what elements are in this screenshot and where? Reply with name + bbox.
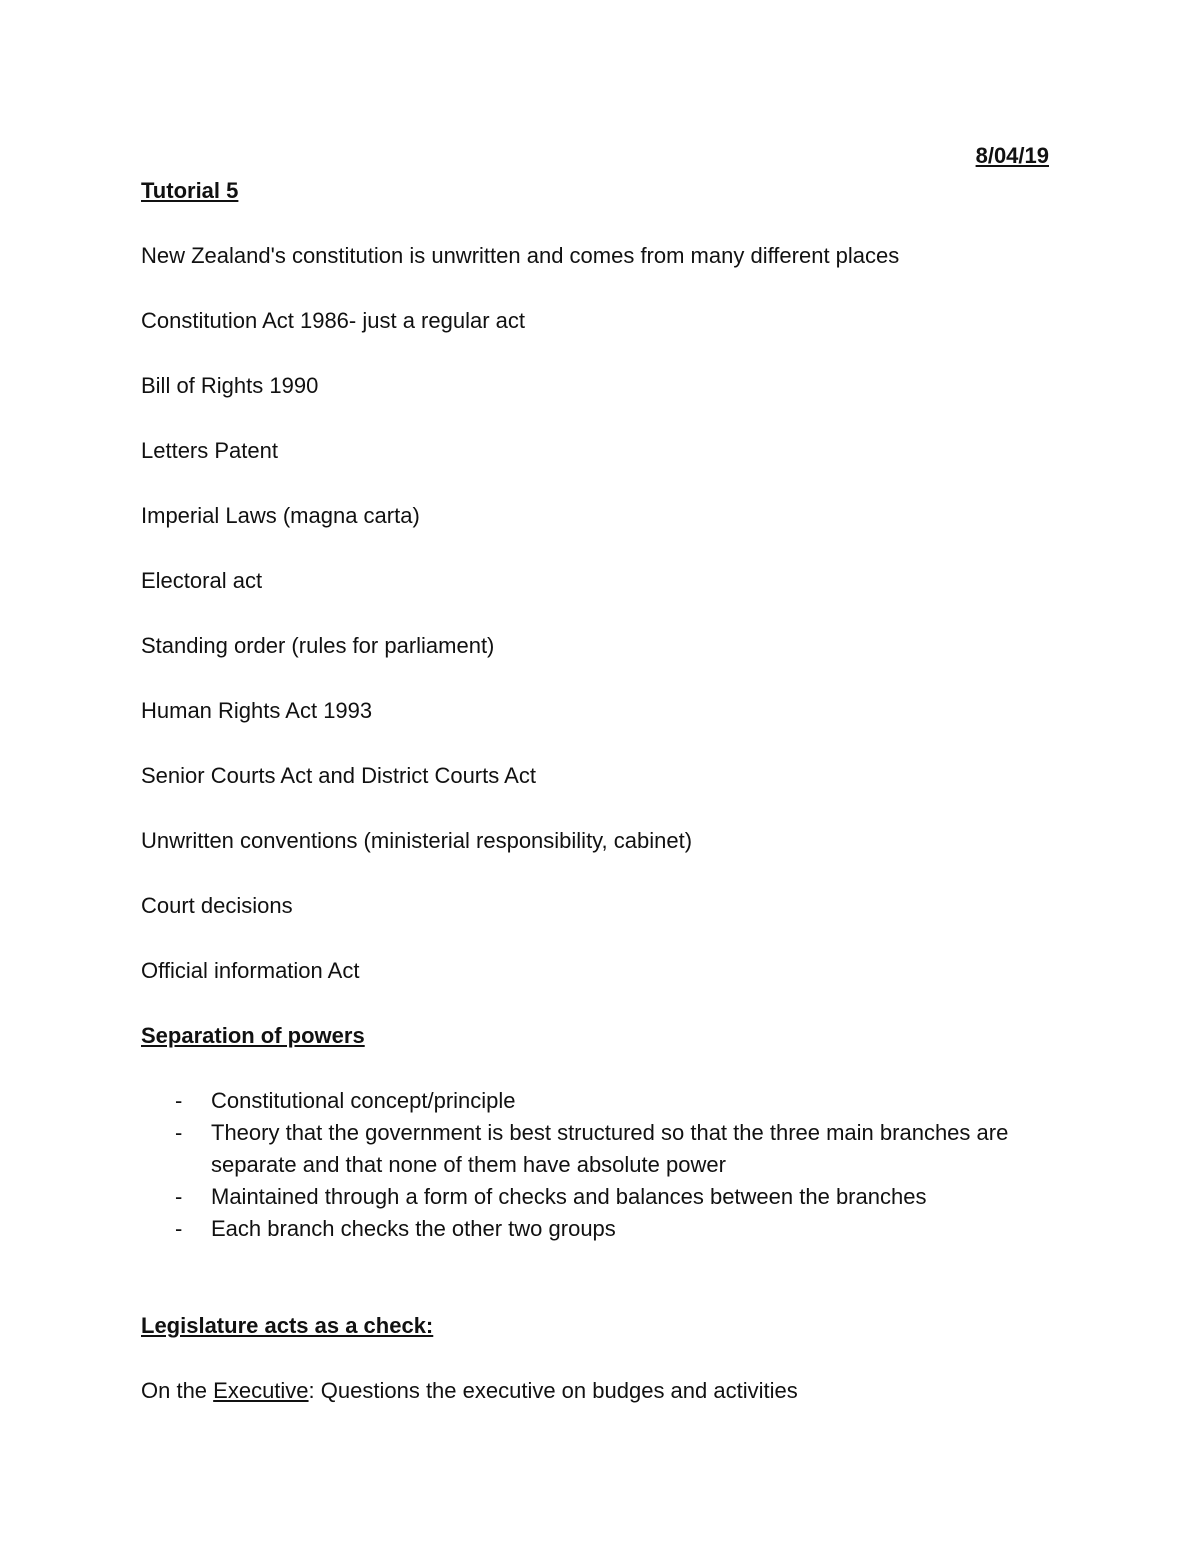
source-item: Official information Act [141,958,360,983]
source-item: Bill of Rights 1990 [141,373,319,398]
document-date: 8/04/19 [975,143,1049,168]
source-item: Constitution Act 1986- just a regular act [141,308,525,333]
source-item: Imperial Laws (magna carta) [141,503,420,528]
executive-term: Executive [213,1378,309,1403]
source-item: Electoral act [141,568,263,593]
source-item: Unwritten conventions (ministerial responsibility, cabinet) [141,828,693,853]
source-item: Standing order (rules for parliament) [141,633,495,658]
list-item [141,1117,1051,1181]
dash-bullet: - [175,1120,183,1145]
list-item-text: Constitutional concept/principle [211,1088,516,1113]
separation-heading: Separation of powers [141,1023,365,1048]
constitution-sources-list [141,305,1051,987]
document-body [141,175,1051,1407]
list-item-text: Maintained through a form of checks and balances between the branches [211,1184,927,1209]
document-title: Tutorial 5 [141,178,239,203]
list-item [141,1213,1051,1245]
legislature-line [141,1375,1051,1407]
source-item: Human Rights Act 1993 [141,698,373,723]
list-item [141,1181,1051,1213]
separation-bullet-list [141,1085,1051,1245]
list-item [141,1085,1051,1117]
source-item: Letters Patent [141,438,278,463]
source-item: Senior Courts Act and District Courts Act [141,763,536,788]
dash-bullet: - [175,1088,183,1113]
legislature-line-rest: : Questions the executive on budges and activities [308,1378,798,1403]
legislature-heading: Legislature acts as a check: [141,1313,434,1338]
dash-bullet: - [175,1184,183,1209]
dash-bullet: - [175,1216,183,1241]
source-item: Court decisions [141,893,293,918]
legislature-line-prefix: On the [141,1378,214,1403]
intro-paragraph: New Zealand's constitution is unwritten and comes from many different places [141,243,900,268]
list-item-text: Theory that the government is best structured so that the three main branches are separate and that none of them have absolute power [211,1120,1009,1177]
list-item-text: Each branch checks the other two groups [211,1216,616,1241]
